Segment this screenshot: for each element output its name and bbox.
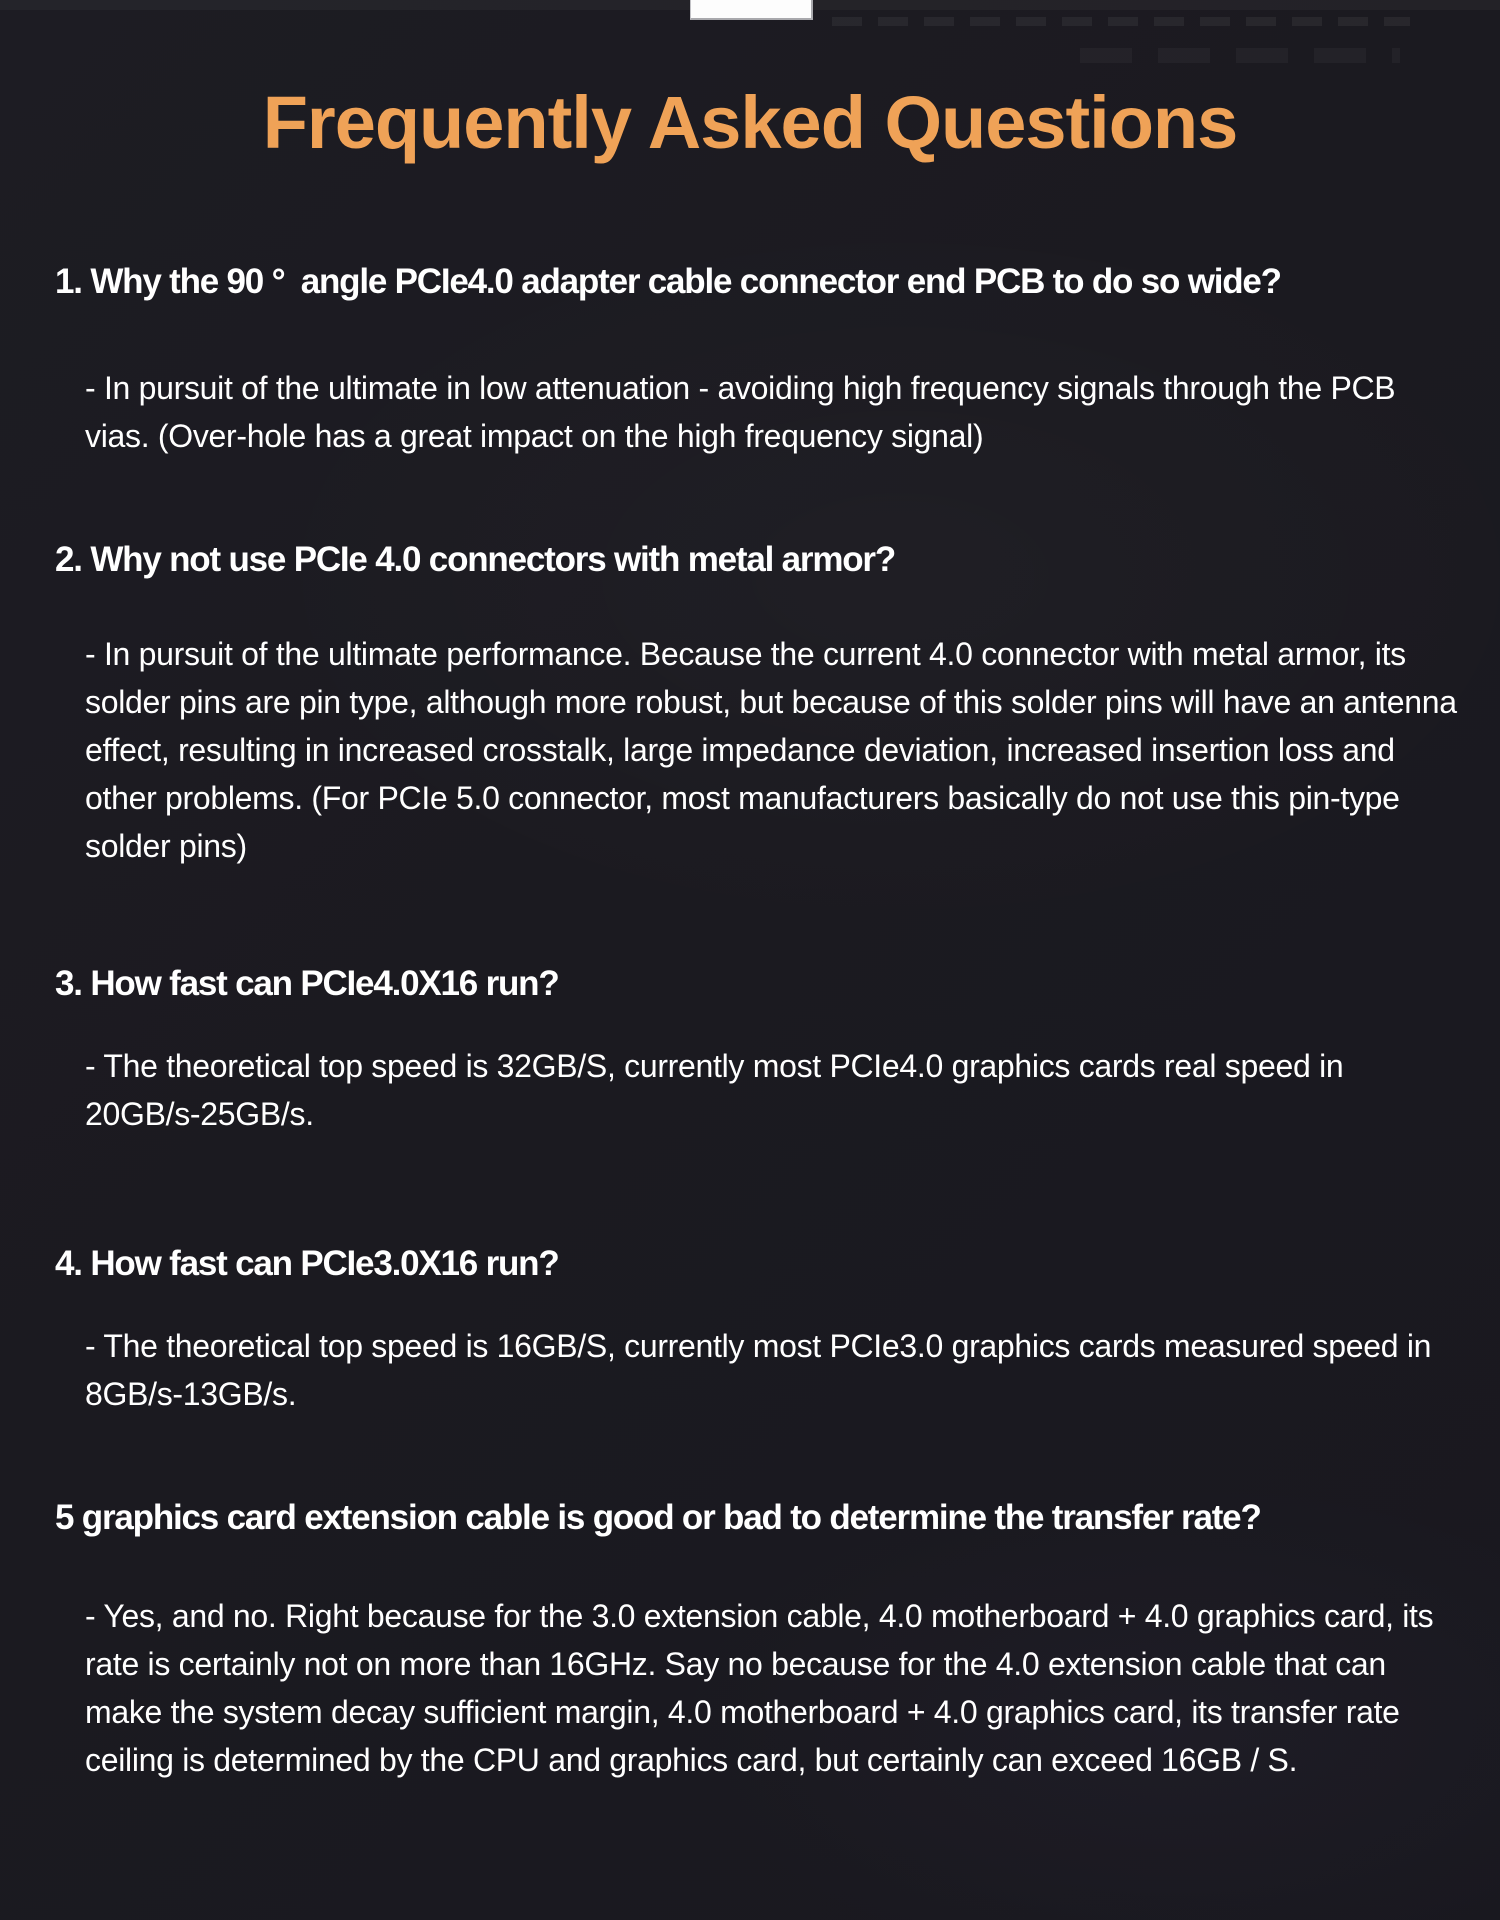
page-title: Frequently Asked Questions — [262, 81, 1238, 164]
faq-question-3: 3. How fast can PCIe4.0X16 run? — [55, 964, 559, 1003]
top-tab-notch — [690, 0, 813, 20]
faq-answer-1: - In pursuit of the ultimate in low attenuation - avoiding high frequency signals through the PCB vias. (Over-hole has a great impact on the high frequency signal) — [85, 370, 1396, 454]
faq-answer-5: - Yes, and no. Right because for the 3.0 extension cable, 4.0 motherboard + 4.0 graphics card, its rate is certainly not on more than 16GHz. Say no because for the 4.0 extension cable that can make the system decay sufficient margin, 4.0 motherboard + 4.0 graphics card, its transfer rate ceiling is determined by the CPU and graphics card, but certainly can exceed 16GB / S. — [85, 1598, 1434, 1778]
faq-answer-4: - The theoretical top speed is 16GB/S, currently most PCIe3.0 graphics cards measured speed in 8GB/s-13GB/s. — [85, 1328, 1432, 1412]
faq-question-4: 4. How fast can PCIe3.0X16 run? — [55, 1244, 559, 1283]
background-texture-strip — [832, 17, 1410, 26]
faq-answer-2: - In pursuit of the ultimate performance. Because the current 4.0 connector with metal armor, its solder pins are pin type, although more robust, but because of this solder pins will have an antenna effect, resulting in increased crosstalk, large impedance deviation, increased insertion loss and other problems. (For PCIe 5.0 connector, most manufacturers basically do not use this pin-type solder pins) — [85, 636, 1457, 864]
faq-answer-3: - The theoretical top speed is 32GB/S, currently most PCIe4.0 graphics cards real speed in 20GB/s-25GB/s. — [85, 1048, 1344, 1132]
faq-question-1: 1. Why the 90 ° angle PCIe4.0 adapter cable connector end PCB to do so wide? — [55, 262, 1281, 301]
faq-question-5: 5 graphics card extension cable is good or bad to determine the transfer rate? — [55, 1498, 1261, 1537]
faq-question-2: 2. Why not use PCIe 4.0 connectors with metal armor? — [55, 540, 896, 579]
background-texture-strip — [1080, 48, 1400, 63]
